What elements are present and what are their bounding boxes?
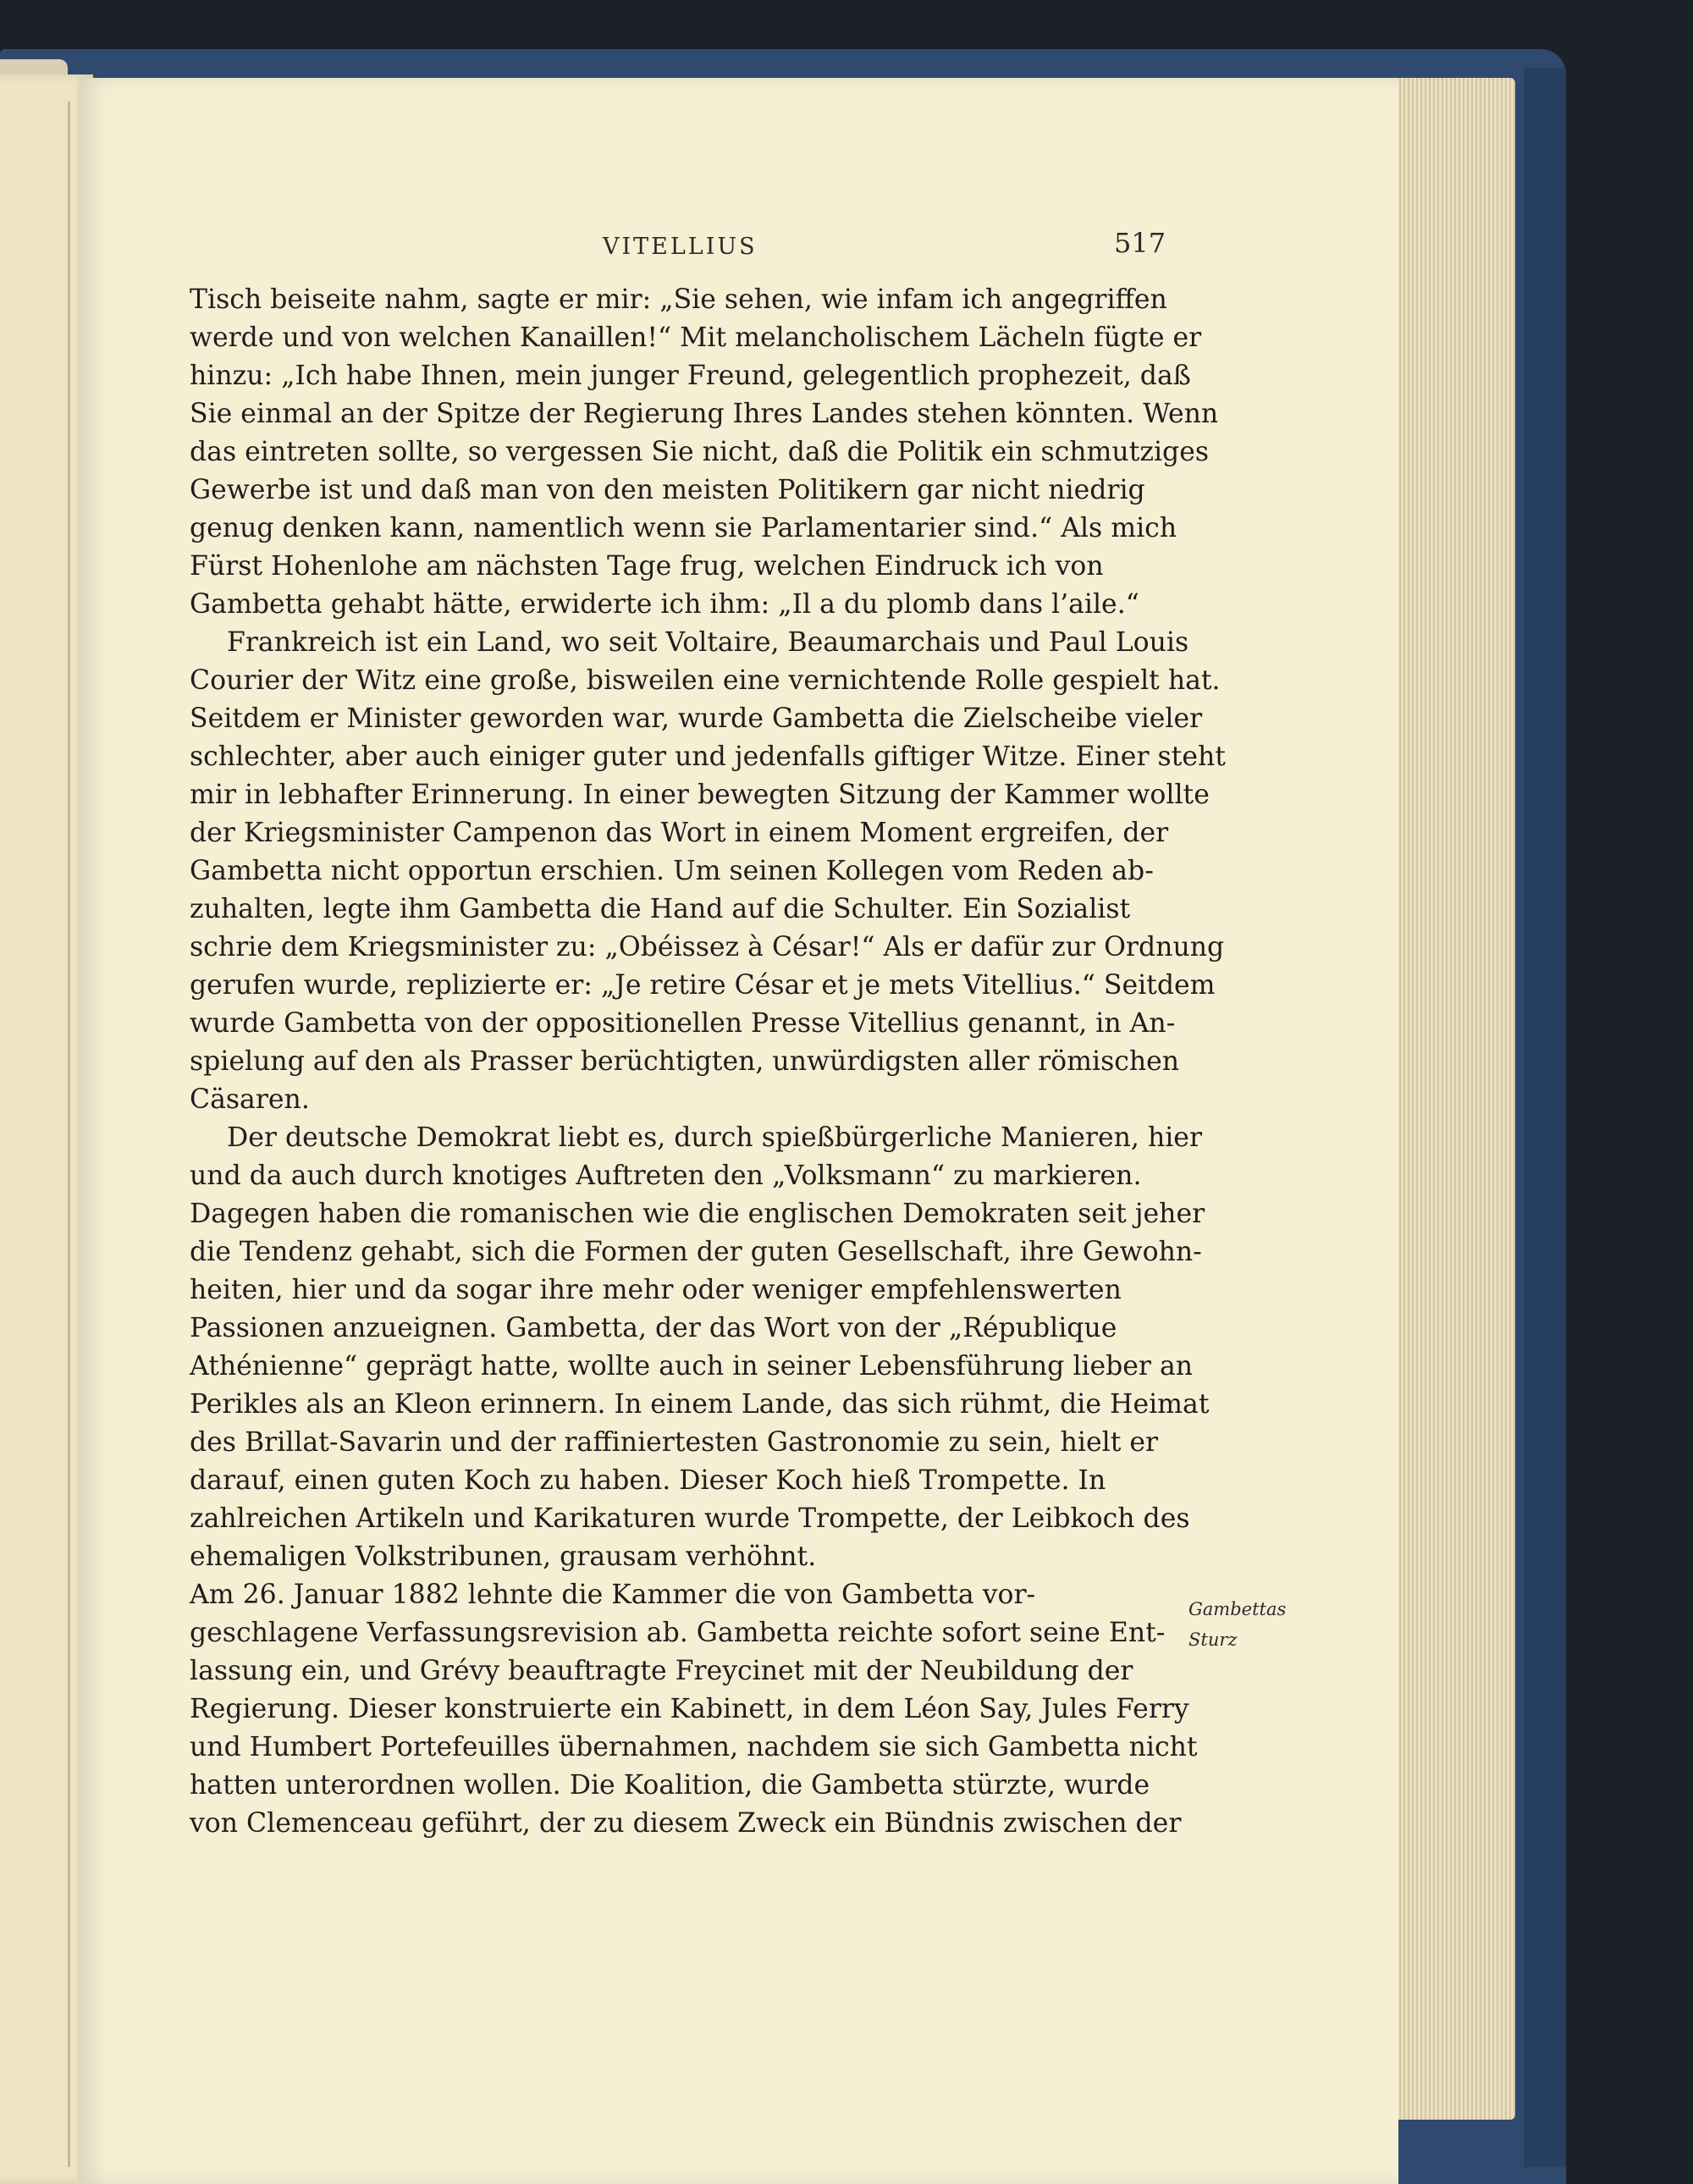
text-line: hinzu: „Ich habe Ihnen, mein junger Freund, gelegentlich prophezeit, daß — [190, 361, 1191, 391]
text-line: mir in lebhafter Erinnerung. In einer bewegten Sitzung der Kammer wollte — [190, 780, 1210, 810]
text-line: zuhalten, legte ihm Gambetta die Hand auf die Schulter. Ein Sozialist — [190, 894, 1131, 924]
text-line: gerufen wurde, replizierte er: „Je retire César et je mets Vitellius.“ Seitdem — [190, 970, 1216, 1001]
text-line: Courier der Witz eine große, bisweilen eine vernichtende Rolle gespielt hat. — [190, 665, 1221, 696]
text-line: schrie dem Kriegsminister zu: „Obéissez à César!“ Als er dafür zur Ordnung — [190, 932, 1225, 962]
text-line: werde und von welchen Kanaillen!“ Mit melancholischem Lächeln fügte er — [190, 323, 1202, 353]
text-line: und Humbert Portefeuilles übernahmen, nachdem sie sich Gambetta nicht — [190, 1732, 1198, 1762]
text-line: Sie einmal an der Spitze der Regierung Ihres Landes stehen könnten. Wenn — [190, 399, 1219, 429]
text-line: Passionen anzueignen. Gambetta, der das Wort von der „République — [190, 1313, 1117, 1343]
text-line: wurde Gambetta von der oppositionellen Presse Vitellius genannt, in An- — [190, 1008, 1176, 1039]
margin-note-line: Sturz — [1188, 1630, 1238, 1650]
page-number: 517 — [1114, 227, 1166, 259]
text-line: Frankreich ist ein Land, wo seit Voltaire, Beaumarchais und Paul Louis — [227, 627, 1189, 658]
text-line: Regierung. Dieser konstruierte ein Kabinett, in dem Léon Say, Jules Ferry — [190, 1694, 1189, 1724]
text-line: Dagegen haben die romanischen wie die englischen Demokraten seit jeher — [190, 1199, 1205, 1229]
text-line: der Kriegsminister Campenon das Wort in einem Moment ergreifen, der — [190, 818, 1169, 848]
text-line: schlechter, aber auch einiger guter und jedenfalls giftiger Witze. Einer steht — [190, 742, 1226, 772]
text-line: Cäsaren. — [190, 1084, 310, 1115]
page-stack — [1388, 78, 1515, 2120]
text-line: die Tendenz gehabt, sich die Formen der guten Gesellschaft, ihre Gewohn- — [190, 1237, 1202, 1267]
text-line: zahlreichen Artikeln und Karikaturen wurde Trompette, der Leibkoch des — [190, 1503, 1190, 1534]
text-line: Tisch beiseite nahm, sagte er mir: „Sie sehen, wie infam ich angegriffen — [190, 284, 1167, 315]
text-line: ehemaligen Volkstribunen, grausam verhöhnt. — [190, 1541, 817, 1572]
text-line: Der deutsche Demokrat liebt es, durch spießbürgerliche Manieren, hier — [227, 1122, 1203, 1153]
text-line: Gewerbe ist und daß man von den meisten Politikern gar nicht niedrig — [190, 475, 1145, 505]
margin-note — [1188, 1594, 1286, 1655]
text-line: Gambetta nicht opportun erschien. Um seinen Kollegen vom Reden ab- — [190, 856, 1154, 886]
margin-note-line: Gambettas — [1188, 1599, 1287, 1619]
gutter-line — [68, 102, 70, 2167]
text-line: Athénienne“ geprägt hatte, wollte auch in seiner Lebensführung lieber an — [190, 1351, 1194, 1382]
text-line: das eintreten sollte, so vergessen Sie nicht, daß die Politik ein schmutziges — [190, 437, 1210, 467]
text-line: Gambetta gehabt hätte, erwiderte ich ihm: „Il a du plomb dans l’aile.“ — [190, 589, 1139, 620]
text-line: Seitdem er Minister geworden war, wurde Gambetta die Zielscheibe vieler — [190, 703, 1203, 734]
text-line: genug denken kann, namentlich wenn sie Parlamentarier sind.“ Als mich — [190, 513, 1177, 543]
running-head: VITELLIUS — [603, 234, 758, 260]
text-line: Perikles als an Kleon erinnern. In einem Lande, das sich rühmt, die Heimat — [190, 1389, 1210, 1420]
text-line: Am 26. Januar 1882 lehnte die Kammer die von Gambetta vor- — [190, 1580, 1036, 1610]
text-line: Fürst Hohenlohe am nächsten Tage frug, welchen Eindruck ich von — [190, 551, 1104, 582]
text-line: von Clemenceau geführt, der zu diesem Zweck ein Bündnis zwischen der — [190, 1808, 1182, 1839]
book-cover-edge — [1524, 68, 1566, 2167]
text-line: lassung ein, und Grévy beauftragte Freycinet mit der Neubildung der — [190, 1656, 1133, 1686]
text-line: hatten unterordnen wollen. Die Koalition, die Gambetta stürzte, wurde — [190, 1770, 1150, 1801]
text-line: heiten, hier und da sogar ihre mehr oder weniger empfehlenswerten — [190, 1275, 1122, 1305]
text-line: darauf, einen guten Koch zu haben. Dieser Koch hieß Trompette. In — [190, 1465, 1106, 1496]
text-line: spielung auf den als Prasser berüchtigten, unwürdigsten aller römischen — [190, 1046, 1180, 1077]
text-line: des Brillat-Savarin und der raffiniertesten Gastronomie zu sein, hielt er — [190, 1427, 1159, 1458]
text-line: geschlagene Verfassungsrevision ab. Gambetta reichte sofort seine Ent- — [190, 1618, 1166, 1648]
text-line: und da auch durch knotiges Auftreten den „Volksmann“ zu markieren. — [190, 1161, 1142, 1191]
